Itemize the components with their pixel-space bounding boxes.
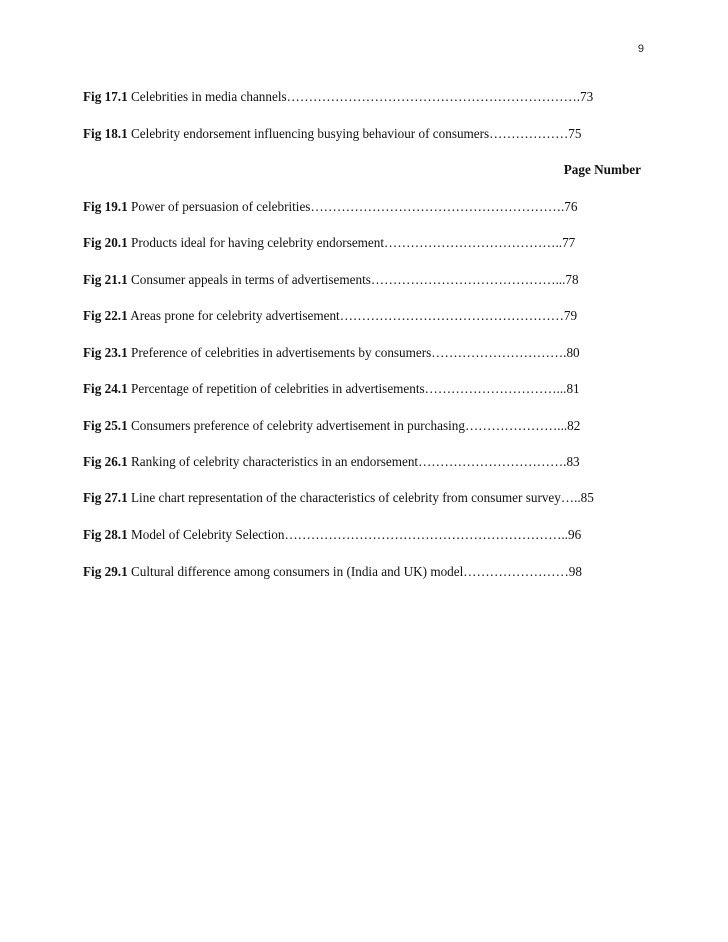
figure-list-entry — [83, 490, 594, 506]
figure-title-with-page: Preference of celebrities in advertisements by consumers………………………….80 — [127, 345, 580, 360]
figure-title-with-page: Cultural difference among consumers in (India and UK) model……………………98 — [127, 564, 582, 579]
figure-list-entry — [83, 272, 579, 288]
figure-label: Fig 20.1 — [83, 235, 128, 250]
figure-label: Fig 19.1 — [83, 199, 128, 214]
figure-list-entry — [83, 381, 580, 397]
figure-label: Fig 25.1 — [83, 418, 128, 433]
figure-list-entry — [83, 126, 582, 142]
figure-list-entry — [83, 527, 581, 543]
figure-title-with-page: Ranking of celebrity characteristics in an endorsement…………………………….83 — [127, 454, 580, 469]
figure-title-with-page: Consumer appeals in terms of advertisements……………………………………...78 — [127, 272, 579, 287]
figure-label: Fig 28.1 — [83, 527, 128, 542]
figure-list-entry — [83, 418, 580, 434]
figure-list-entry — [83, 454, 580, 470]
figure-label: Fig 22.1 — [83, 308, 128, 323]
figure-label: Fig 26.1 — [83, 454, 128, 469]
figure-list-entry — [83, 89, 593, 105]
figure-title-with-page: Percentage of repetition of celebrities in advertisements…………………………...81 — [127, 381, 580, 396]
page-number-heading: Page Number — [563, 162, 641, 177]
figure-label: Fig 29.1 — [83, 564, 128, 579]
figure-label: Fig 24.1 — [83, 381, 128, 396]
page-number: 9 — [637, 43, 644, 55]
figure-list-entry — [83, 199, 578, 215]
figure-label: Fig 17.1 — [83, 89, 128, 104]
figure-title-with-page: Consumers preference of celebrity advertisement in purchasing…………………...82 — [127, 418, 581, 433]
figure-title-with-page: Celebrities in media channels………………………………………………………….73 — [127, 89, 594, 104]
figure-label: Fig 18.1 — [83, 126, 128, 141]
figure-label: Fig 21.1 — [83, 272, 128, 287]
figure-label: Fig 27.1 — [83, 490, 128, 505]
figure-title-with-page: Areas prone for celebrity advertisement……………………………………………79 — [127, 308, 578, 323]
figure-label: Fig 23.1 — [83, 345, 128, 360]
figure-list-entry — [83, 308, 577, 324]
figure-title-with-page: Power of persuasion of celebrities………………………………………………….76 — [127, 199, 578, 214]
figure-title-with-page: Line chart representation of the characteristics of celebrity from consumer survey…..85 — [127, 490, 594, 505]
figure-list-entry — [83, 564, 582, 580]
figure-title-with-page: Model of Celebrity Selection………………………………………………………..96 — [127, 527, 582, 542]
figure-list-entry — [83, 235, 575, 251]
figure-list-entry — [83, 345, 580, 361]
figure-title-with-page: Celebrity endorsement influencing busying behaviour of consumers………………75 — [127, 126, 582, 141]
figure-title-with-page: Products ideal for having celebrity endorsement…………………………………..77 — [127, 235, 576, 250]
